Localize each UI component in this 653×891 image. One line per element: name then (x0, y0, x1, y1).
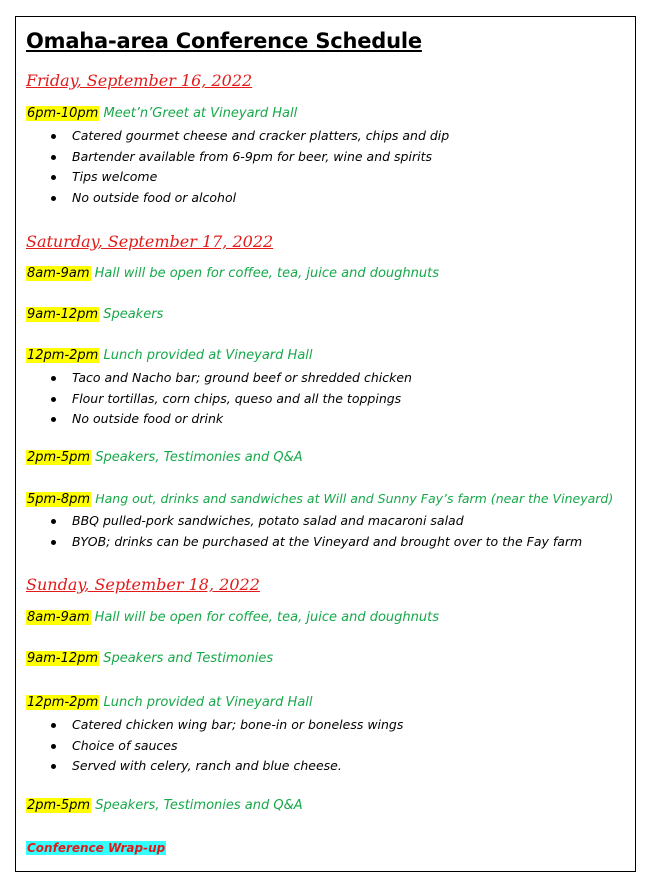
event-time: 8am-9am (27, 266, 90, 281)
event-saturday-farm (26, 490, 613, 509)
bullet-list (54, 715, 403, 777)
list-item: Catered gourmet cheese and cracker platters, chips and dip (54, 126, 449, 147)
event-description: Lunch provided at Vineyard Hall (103, 695, 313, 710)
event-description: Hang out, drinks and sandwiches at Will and Sunny Fay’s farm (near the Vineyard) (95, 491, 614, 506)
list-item: Served with celery, ranch and blue cheese. (54, 756, 403, 777)
day-heading-saturday: Saturday, September 17, 2022 (26, 232, 274, 251)
event-time: 2pm-5pm (27, 450, 91, 465)
event-description: Speakers, Testimonies and Q&A (95, 450, 303, 465)
bullet-list (54, 126, 449, 208)
event-time: 2pm-5pm (27, 798, 91, 813)
list-item: No outside food or drink (54, 409, 412, 430)
event-time: 12pm-2pm (27, 695, 99, 710)
day-heading-friday: Friday, September 16, 2022 (26, 71, 253, 90)
event-description: Speakers (103, 307, 164, 322)
event-sunday-speakers (26, 650, 273, 668)
event-time: 9am-12pm (27, 651, 99, 666)
wrap-up-label: Conference Wrap-up (27, 841, 166, 855)
list-item: Flour tortillas, corn chips, queso and all the toppings (54, 389, 412, 410)
list-item: Choice of sauces (54, 736, 403, 757)
list-item: Bartender available from 6-9pm for beer, wine and spirits (54, 147, 449, 168)
event-friday-meet-greet (26, 105, 297, 123)
list-item: BYOB; drinks can be purchased at the Vineyard and brought over to the Fay farm (54, 532, 582, 553)
event-description: Speakers, Testimonies and Q&A (95, 798, 303, 813)
day-heading-sunday: Sunday, September 18, 2022 (26, 575, 260, 594)
event-description: Hall will be open for coffee, tea, juice and doughnuts (94, 610, 439, 625)
event-saturday-coffee (26, 265, 439, 283)
bullet-list (54, 511, 582, 552)
event-saturday-speakers (26, 306, 163, 324)
event-description: Speakers and Testimonies (103, 651, 274, 666)
event-time: 6pm-10pm (27, 106, 99, 121)
event-description: Meet’n’Greet at Vineyard Hall (103, 106, 298, 121)
event-description: Hall will be open for coffee, tea, juice and doughnuts (94, 266, 439, 281)
event-time: 8am-9am (27, 610, 90, 625)
list-item: No outside food or alcohol (54, 188, 449, 209)
bullet-list (54, 368, 412, 430)
event-description: Lunch provided at Vineyard Hall (103, 348, 313, 363)
event-saturday-testimonies (26, 449, 303, 467)
list-item: BBQ pulled-pork sandwiches, potato salad and macaroni salad (54, 511, 582, 532)
event-saturday-lunch (26, 347, 313, 365)
conference-wrap-up (26, 839, 166, 858)
event-time: 9am-12pm (27, 307, 99, 322)
event-sunday-testimonies (26, 797, 303, 815)
event-time: 12pm-2pm (27, 348, 99, 363)
event-sunday-coffee (26, 609, 439, 627)
schedule-document (15, 16, 636, 872)
list-item: Tips welcome (54, 167, 449, 188)
list-item: Catered chicken wing bar; bone-in or boneless wings (54, 715, 403, 736)
page-title: Omaha-area Conference Schedule (26, 29, 422, 53)
event-sunday-lunch (26, 694, 313, 712)
event-time: 5pm-8pm (27, 492, 91, 507)
list-item: Taco and Nacho bar; ground beef or shredded chicken (54, 368, 412, 389)
